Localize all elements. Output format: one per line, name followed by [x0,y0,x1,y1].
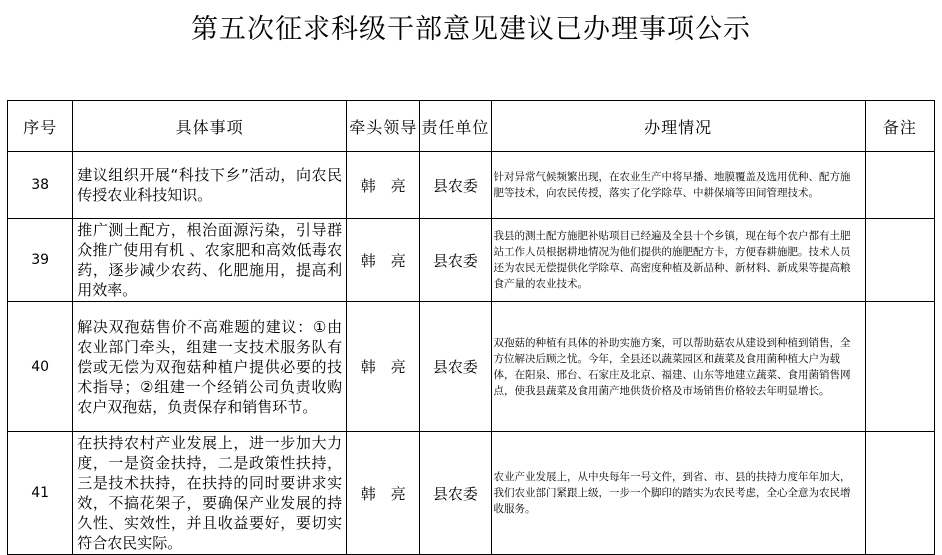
notice-table [7,100,935,555]
row-status: 针对异常气候频繁出现，在农业生产中将早播、地膜覆盖及选用优种、配方施肥等技术，向农民传授，落实了化学除草、中耕保墒等田间管理技术。 [491,152,865,219]
header-status: 办理情况 [491,101,865,152]
row-lead: 韩 亮 [347,219,420,302]
row-note [865,432,934,555]
row-unit: 县农委 [420,432,491,555]
row-lead: 韩 亮 [347,152,420,219]
table-row [8,432,935,555]
row-note [865,302,934,432]
row-lead: 韩 亮 [347,302,420,432]
row-unit: 县农委 [420,152,491,219]
header-note: 备注 [865,101,934,152]
row-item: 解决双孢菇售价不高难题的建议：①由农业部门牵头，组建一支技术服务队有偿或无偿为双孢菇种植户提供必要的技术指导；②组建一个经销公司负责收购农户双孢菇，负责保存和销售环节。 [73,302,347,432]
row-lead: 韩 亮 [347,432,420,555]
row-status: 我县的测土配方施肥补贴项目已经遍及全县十个乡镇，现在每个农户都有土肥站工作人员根据耕地情况为他们提供的施肥配方卡，方便春耕施肥。技术人员还为农民无偿提供化学除草、高密度种植及新品种、新材料、新成果等提高粮食产量的农业技术。 [491,219,865,302]
row-unit: 县农委 [420,219,491,302]
header-item: 具体事项 [73,101,347,152]
row-number: 41 [8,432,73,555]
header-unit: 责任单位 [420,101,491,152]
table-row [8,219,935,302]
row-item: 建议组织开展“科技下乡”活动，向农民传授农业科技知识。 [73,152,347,219]
row-note [865,219,934,302]
row-number: 40 [8,302,73,432]
row-item: 在扶持农村产业发展上，进一步加大力度，一是资金扶持，二是政策性扶持，三是技术扶持，在扶持的同时要讲求实效，不搞花架子，要确保产业发展的持久性、实效性，并且收益要好，要切实符合农民实际。 [73,432,347,555]
row-note [865,152,934,219]
table-header-row [8,101,935,152]
row-item: 推广测土配方，根治面源污染，引导群众推广使用有机 、农家肥和高效低毒农药，逐步减少农药、化肥施用，提高利用效率。 [73,219,347,302]
page-title: 第五次征求科级干部意见建议已办理事项公示 [191,14,751,45]
row-number: 39 [8,219,73,302]
row-number: 38 [8,152,73,219]
row-status: 双孢菇的种植有具体的补助实施方案，可以帮助菇农从建设到种植到销售，全方位解决后顾之忧。今年，全县还以蔬菜园区和蔬菜及食用菌种植大户为载体，在阳泉、邢台、石家庄及北京、福建、山东等地建立蔬菜、食用菌销售网点，使我县蔬菜及食用菌产地供货价格及市场销售价格较去年明显增长。 [491,302,865,432]
header-lead: 牵头领导 [347,101,420,152]
table-row [8,152,935,219]
row-status: 农业产业发展上，从中央每年一号文件，到省、市、县的扶持力度年年加大，我们农业部门紧跟上级，一步一个脚印的踏实为农民考虑，全心全意为农民增收服务。 [491,432,865,555]
header-no: 序号 [8,101,73,152]
table-row [8,302,935,432]
row-unit: 县农委 [420,302,491,432]
